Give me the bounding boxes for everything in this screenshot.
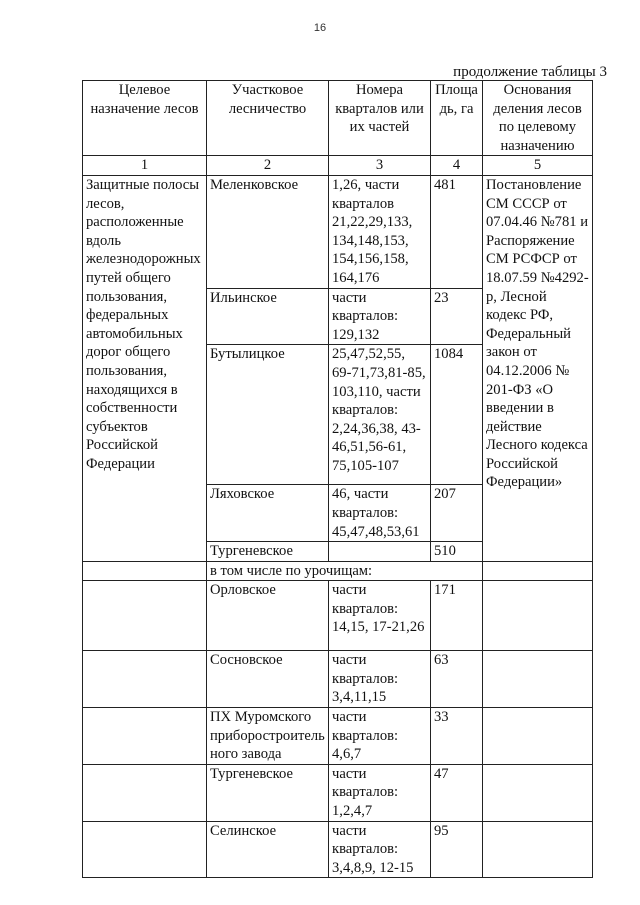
area-cell: 1084 bbox=[431, 345, 483, 485]
area-cell: 481 bbox=[431, 175, 483, 288]
forestry-cell: Ляховское bbox=[207, 485, 329, 542]
tracts-subheading: в том числе по урочищам: bbox=[207, 561, 483, 581]
column-number: 5 bbox=[483, 156, 593, 176]
column-number: 2 bbox=[207, 156, 329, 176]
basis-cell: Постановление СМ СССР от 07.04.46 №781 и Распоряжение СМ РСФСР от 18.07.59 №4292-р, Лесной кодекс РФ, Федеральный закон от 04.12.2006 № 201-ФЗ «О введении в действие Лесного кодекса Российской Федерации» bbox=[483, 175, 593, 561]
quarters-cell: части кварталов: 129,132 bbox=[329, 288, 431, 345]
purpose-cell: Защитные полосы лесов, расположенные вдоль железнодорожных путей общего пользования, федеральных автомобильных дорог общего пользования, находящихся в собственности субъектов Российской Федерации bbox=[83, 175, 207, 561]
forest-purpose-table bbox=[82, 80, 593, 878]
quarters-cell: 25,47,52,55, 69-71,73,81-85, 103,110, части кварталов: 2,24,36,38, 43-46,51,56-61, 75,105-107 bbox=[329, 345, 431, 485]
header-quarters: Номера кварталов или их частей bbox=[329, 81, 431, 156]
header-basis: Основания деления лесов по целевому назначению bbox=[483, 81, 593, 156]
forestry-cell: Ильинское bbox=[207, 288, 329, 345]
quarters-cell: части кварталов: 4,6,7 bbox=[329, 708, 431, 765]
header-area: Площа дь, га bbox=[431, 81, 483, 156]
table-continuation-note: продолжение таблицы 3 bbox=[453, 64, 607, 80]
empty-cell bbox=[83, 561, 207, 581]
empty-cell bbox=[83, 764, 207, 821]
forestry-cell: Тургеневское bbox=[207, 764, 329, 821]
quarters-cell bbox=[329, 542, 431, 562]
area-cell: 23 bbox=[431, 288, 483, 345]
header-purpose: Целевое назначение лесов bbox=[83, 81, 207, 156]
table-row bbox=[83, 764, 593, 821]
column-number: 4 bbox=[431, 156, 483, 176]
forestry-cell: Тургеневское bbox=[207, 542, 329, 562]
page-number: 16 bbox=[313, 22, 327, 34]
table-row bbox=[83, 581, 593, 651]
area-cell: 207 bbox=[431, 485, 483, 542]
empty-cell bbox=[483, 651, 593, 708]
area-cell: 33 bbox=[431, 708, 483, 765]
empty-cell bbox=[83, 821, 207, 878]
header-row bbox=[83, 81, 593, 156]
subheading-row bbox=[83, 561, 593, 581]
table-row bbox=[83, 175, 593, 288]
forestry-cell: Селинское bbox=[207, 821, 329, 878]
forestry-cell: ПХ Муромского приборостроительного завода bbox=[207, 708, 329, 765]
column-number-row bbox=[83, 156, 593, 176]
empty-cell bbox=[483, 581, 593, 651]
quarters-cell: части кварталов: 14,15, 17-21,26 bbox=[329, 581, 431, 651]
empty-cell bbox=[483, 561, 593, 581]
column-number: 3 bbox=[329, 156, 431, 176]
area-cell: 47 bbox=[431, 764, 483, 821]
area-cell: 510 bbox=[431, 542, 483, 562]
column-number: 1 bbox=[83, 156, 207, 176]
table-row bbox=[83, 821, 593, 878]
forestry-cell: Бутылицкое bbox=[207, 345, 329, 485]
table-row bbox=[83, 708, 593, 765]
quarters-cell: 1,26, части кварталов 21,22,29,133, 134,148,153, 154,156,158, 164,176 bbox=[329, 175, 431, 288]
area-cell: 95 bbox=[431, 821, 483, 878]
empty-cell bbox=[483, 708, 593, 765]
quarters-cell: части кварталов: 1,2,4,7 bbox=[329, 764, 431, 821]
quarters-cell: 46, части кварталов: 45,47,48,53,61 bbox=[329, 485, 431, 542]
empty-cell bbox=[83, 581, 207, 651]
forestry-cell: Орловское bbox=[207, 581, 329, 651]
area-cell: 63 bbox=[431, 651, 483, 708]
quarters-cell: части кварталов: 3,4,11,15 bbox=[329, 651, 431, 708]
quarters-cell: части кварталов: 3,4,8,9, 12-15 bbox=[329, 821, 431, 878]
area-cell: 171 bbox=[431, 581, 483, 651]
empty-cell bbox=[83, 651, 207, 708]
empty-cell bbox=[83, 708, 207, 765]
table-row bbox=[83, 651, 593, 708]
header-forestry: Участковое лесничество bbox=[207, 81, 329, 156]
empty-cell bbox=[483, 764, 593, 821]
empty-cell bbox=[483, 821, 593, 878]
forestry-cell: Меленковское bbox=[207, 175, 329, 288]
forestry-cell: Сосновское bbox=[207, 651, 329, 708]
